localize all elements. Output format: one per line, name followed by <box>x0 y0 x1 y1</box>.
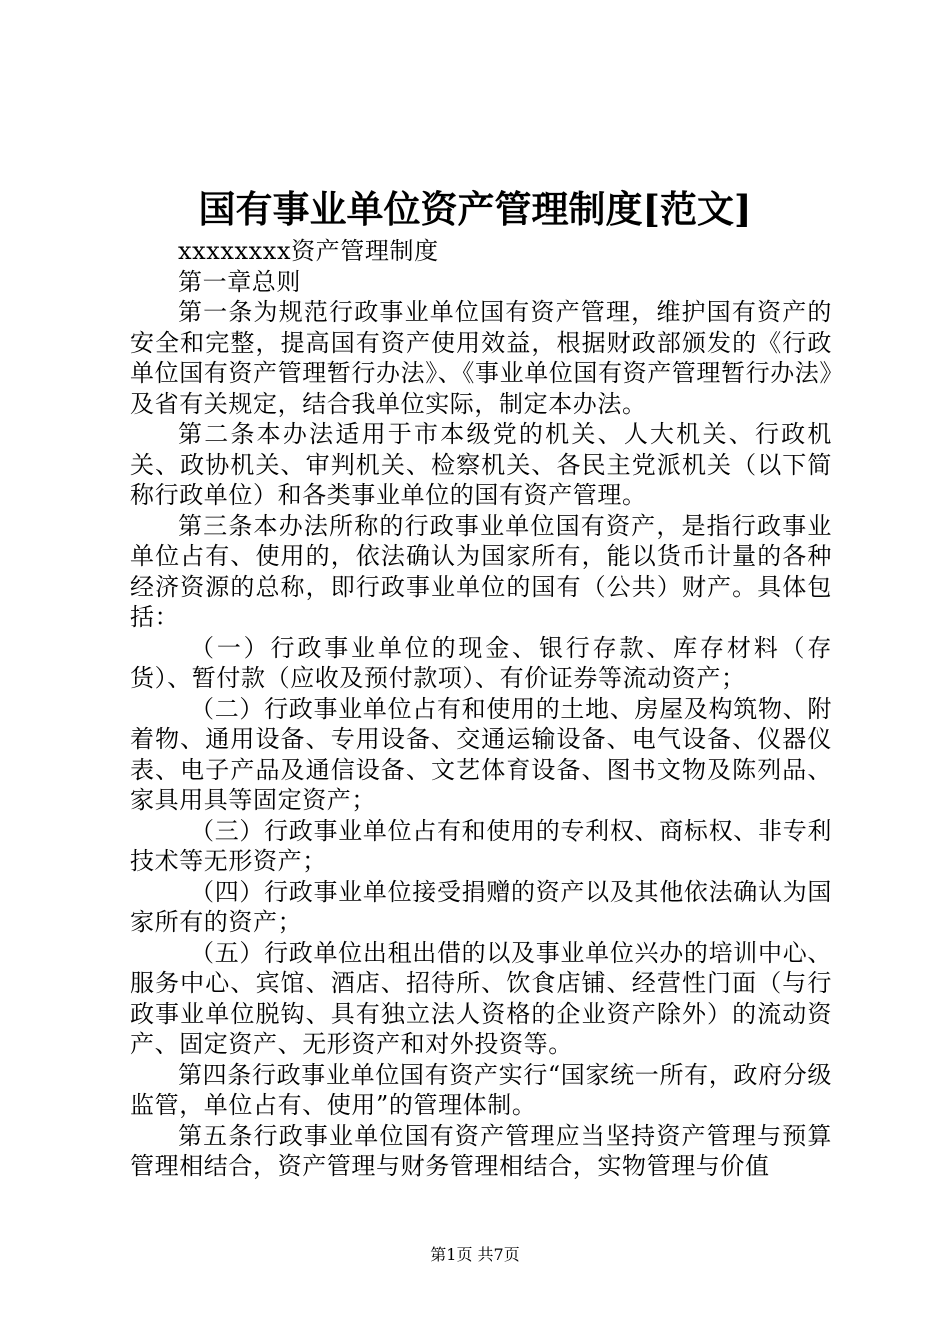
paragraph-item-5: （五）行政单位出租出借的以及事业单位兴办的培训中心、服务中心、宾馆、酒店、招待所、饮食店铺、经营性门面（与行政事业单位脱钩、具有独立法人资格的企业资产除外）的流动资产、固定资产、无形资产和对外投资等。 <box>130 938 832 1058</box>
paragraph-chapter-heading: 第一章总则 <box>178 267 301 296</box>
paragraph-article-5: 第五条行政事业单位国有资产管理应当坚持资产管理与预算管理相结合，资产管理与财务管理相结合，实物管理与价值 <box>130 1121 832 1180</box>
paragraph-article-1: 第一条为规范行政事业单位国有资产管理，维护国有资产的安全和完整，提高国有资产使用效益，根据财政部颁发的《行政单位国有资产管理暂行办法》、《事业单位国有资产管理暂行办法》及省有关规定，结合我单位实际，制定本办法。 <box>130 298 832 418</box>
paragraph-article-4: 第四条行政事业单位国有资产实行“国家统一所有，政府分级监管，单位占有、使用”的管理体制。 <box>130 1060 832 1119</box>
page-number: 第1页 共7页 <box>430 1245 520 1264</box>
paragraph-system-name: xxxxxxxx资产管理制度 <box>178 237 439 265</box>
paragraph-item-1: （一）行政事业单位的现金、银行存款、库存材料（存货）、暂付款（应收及预付款项）、有价证券等流动资产； <box>130 633 832 692</box>
document-title: 国有事业单位资产管理制度[范文] <box>198 187 752 231</box>
paragraph-item-3: （三）行政事业单位占有和使用的专利权、商标权、非专利技术等无形资产； <box>130 816 832 875</box>
paragraph-article-3: 第三条本办法所称的行政事业单位国有资产，是指行政事业单位占有、使用的，依法确认为国家所有，能以货币计量的各种经济资源的总称，即行政事业单位的国有（公共）财产。具体包括： <box>130 511 832 631</box>
paragraph-item-2: （二）行政事业单位占有和使用的土地、房屋及构筑物、附着物、通用设备、专用设备、交通运输设备、电气设备、仪器仪表、电子产品及通信设备、文艺体育设备、图书文物及陈列品、家具用具等固定资产； <box>130 694 832 814</box>
paragraph-item-4: （四）行政事业单位接受捐赠的资产以及其他依法确认为国家所有的资产； <box>130 877 832 936</box>
document-body <box>130 236 832 1182</box>
paragraph-article-2: 第二条本办法适用于市本级党的机关、人大机关、行政机关、政协机关、审判机关、检察机关、各民主党派机关（以下简称行政单位）和各类事业单位的国有资产管理。 <box>130 420 832 509</box>
